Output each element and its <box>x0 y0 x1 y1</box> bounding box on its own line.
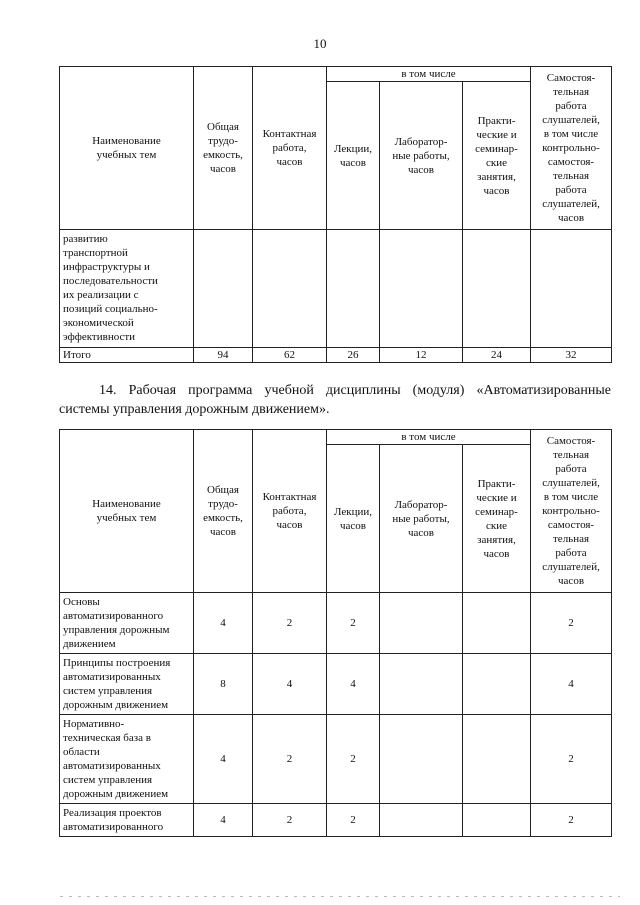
row-total <box>194 230 253 348</box>
header-lab: Лаборатор- ные работы, часов <box>392 135 450 176</box>
row-self <box>531 230 612 348</box>
row-practical <box>463 804 531 837</box>
header-total-cell <box>194 430 253 593</box>
header-including: в том числе <box>401 68 456 80</box>
row-name-cell <box>60 230 194 348</box>
row-name: Принципы построения автоматизированных систем управления дорожным движением <box>63 657 171 711</box>
header-row-top <box>60 67 612 82</box>
total-label: Итого <box>60 348 194 363</box>
row-practical <box>463 593 531 654</box>
row-total: 8 <box>194 654 253 715</box>
header-name: Наименование учебных тем <box>92 498 161 524</box>
row-lectures <box>327 230 380 348</box>
page-number: 10 <box>313 36 327 51</box>
row-lab <box>380 654 463 715</box>
header-lab-cell <box>380 445 463 593</box>
row-name: развитию транспортной инфраструктуры и последовательности их реализации с позиций социально- экономической эффективности <box>63 233 158 343</box>
row-contact: 2 <box>253 593 327 654</box>
row-self: 2 <box>531 804 612 837</box>
header-including-cell <box>327 430 531 445</box>
total-contact: 62 <box>253 348 327 363</box>
table-row <box>60 654 612 715</box>
header-lectures-cell <box>327 82 380 230</box>
row-total: 4 <box>194 715 253 804</box>
header-total: Общая трудо- емкость, часов <box>203 121 243 175</box>
header-total: Общая трудо- емкость, часов <box>203 484 243 538</box>
row-contact <box>253 230 327 348</box>
row-lab <box>380 804 463 837</box>
table-2-body <box>60 430 612 837</box>
table-row <box>60 804 612 837</box>
header-lab-cell <box>380 82 463 230</box>
row-total: 4 <box>194 593 253 654</box>
row-practical <box>463 715 531 804</box>
header-row-top <box>60 430 612 445</box>
row-name: Основы автоматизированного управления дорожным движением <box>63 596 170 650</box>
row-contact: 2 <box>253 804 327 837</box>
header-contact: Контактная работа, часов <box>262 491 317 531</box>
header-contact-cell <box>253 430 327 593</box>
row-name-cell <box>60 654 194 715</box>
header-name-cell <box>60 430 194 593</box>
table-1-body <box>60 67 612 363</box>
total-lectures: 26 <box>327 348 380 363</box>
row-lectures: 4 <box>327 654 380 715</box>
section-title: 14. Рабочая программа учебной дисциплины (модуля) «Автоматизированные системы управления дорожным движением». <box>59 383 611 417</box>
total-total: 94 <box>194 348 253 363</box>
row-self: 2 <box>531 593 612 654</box>
header-practical: Практи- ческие и семинар- ские занятия, часов <box>475 114 518 197</box>
total-practical: 24 <box>463 348 531 363</box>
row-contact: 2 <box>253 715 327 804</box>
row-name-cell <box>60 715 194 804</box>
row-name-cell <box>60 804 194 837</box>
header-including: в том числе <box>401 431 456 443</box>
scan-edge-mark <box>60 896 620 897</box>
table-row <box>60 230 612 348</box>
table-2 <box>59 429 612 837</box>
row-lab <box>380 593 463 654</box>
row-total: 4 <box>194 804 253 837</box>
header-self-cell <box>531 430 612 593</box>
row-self: 2 <box>531 715 612 804</box>
header-contact-cell <box>253 67 327 230</box>
row-contact: 4 <box>253 654 327 715</box>
table-row <box>60 593 612 654</box>
header-practical-cell <box>463 445 531 593</box>
row-name: Нормативно- техническая база в области автоматизированных систем управления дорожным движением <box>63 718 169 800</box>
row-practical <box>463 654 531 715</box>
row-lab <box>380 230 463 348</box>
row-lab <box>380 715 463 804</box>
row-name-cell <box>60 593 194 654</box>
total-lab: 12 <box>380 348 463 363</box>
header-lectures-cell <box>327 445 380 593</box>
total-self: 32 <box>531 348 612 363</box>
header-including-cell <box>327 67 531 82</box>
row-lectures: 2 <box>327 804 380 837</box>
header-lab: Лаборатор- ные работы, часов <box>392 498 450 539</box>
table-1 <box>59 66 612 363</box>
row-name: Реализация проектов автоматизированного <box>63 807 164 833</box>
header-total-cell <box>194 67 253 230</box>
row-practical <box>463 230 531 348</box>
row-lectures: 2 <box>327 715 380 804</box>
header-lectures: Лекции, часов <box>333 142 373 169</box>
header-self: Самостоя- тельная работа слушателей, в том числе контрольно- самостоя- тельная работа слушателей, часов <box>542 72 600 224</box>
row-self: 4 <box>531 654 612 715</box>
header-self: Самостоя- тельная работа слушателей, в том числе контрольно- самостоя- тельная работа слушателей, часов <box>542 435 600 587</box>
header-practical: Практи- ческие и семинар- ские занятия, часов <box>475 477 518 560</box>
row-lectures: 2 <box>327 593 380 654</box>
header-contact: Контактная работа, часов <box>262 128 317 168</box>
table-row <box>60 715 612 804</box>
header-practical-cell <box>463 82 531 230</box>
total-row <box>60 348 612 363</box>
header-name: Наименование учебных тем <box>92 135 161 161</box>
header-lectures: Лекции, часов <box>333 505 373 532</box>
header-name-cell <box>60 67 194 230</box>
header-self-cell <box>531 67 612 230</box>
